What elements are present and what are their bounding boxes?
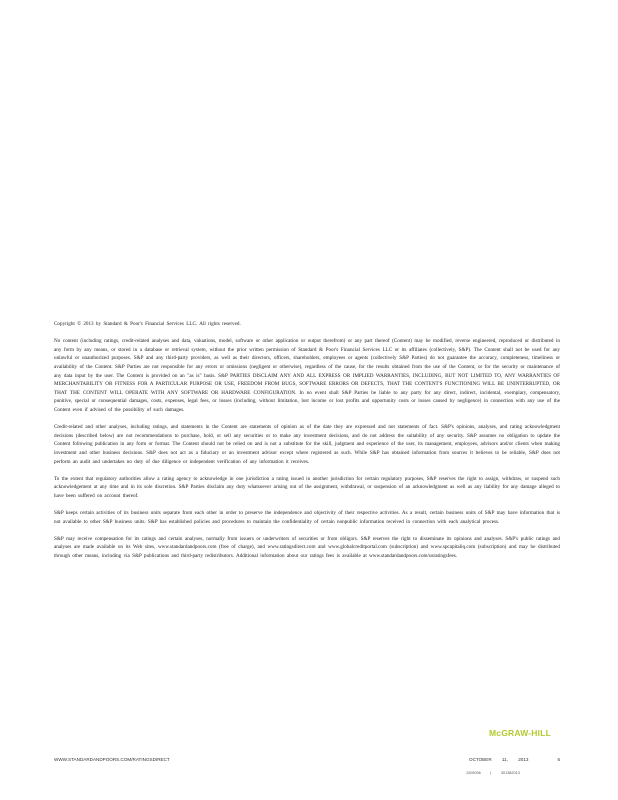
page-number: 5 xyxy=(557,757,560,762)
disclaimer-paragraph: No content (including ratings, credit-related analyses and data, valuations, model, software or other application or output therefrom) or any part thereof (Content) may be modified, reverse engineered, reproduced or distributed in any form by any means, or stored in a database or retrieval system, without the prior written permission of Standard & Poor's Financial Services LLC or its affiliates (collectively, S&P). The Content shall not be used for any unlawful or unauthorized purposes. S&P and any third-party providers, as well as their directors, officers, shareholders, employees or agents (collectively S&P Parties) do not guarantee the accuracy, completeness, timeliness or availability of the Content. S&P Parties are not responsible for any errors or omissions (negligent or otherwise), regardless of the cause, for the results obtained from the use of the Content, or for the security or maintenance of any data input by the user. The Content is provided on an "as is" basis. S&P PARTIES DISCLAIM ANY AND ALL EXPRESS OR IMPLIED WARRANTIES, INCLUDING, BUT NOT LIMITED TO, ANY WARRANTIES OF MERCHANTABILITY OR FITNESS FOR A PARTICULAR PURPOSE OR USE, FREEDOM FROM BUGS, SOFTWARE ERRORS OR DEFECTS, THAT THE CONTENT'S FUNCTIONING WILL BE UNINTERRUPTED, OR THAT THE CONTENT WILL OPERATE WITH ANY SOFTWARE OR HARDWARE CONFIGURATION. In no event shall S&P Parties be liable to any party for any direct, indirect, incidental, exemplary, compensatory, punitive, special or consequential damages, costs, expenses, legal fees, or losses (including, without limitation, lost income or lost profits and opportunity costs or losses caused by negligence) in connection with any use of the Content even if advised of the possibility of such damages. xyxy=(54,338,560,413)
footer-id: 301382013 xyxy=(500,771,520,775)
copyright-notice: Copyright © 2013 by Standard & Poor's Financial Services LLC. All rights reserved. xyxy=(54,321,241,327)
disclaimer-paragraph: To the extent that regulatory authorities allow a rating agency to acknowledge in one jurisdiction a rating issued in another jurisdiction for certain regulatory purposes, S&P reserves the right to assign, withdraw, or suspend such acknowledgement at any time and in its sole discretion. S&P Parties disclaim any duty whatsoever arising out of the assignment, withdrawal, or suspension of an acknowledgment as well as any liability for any damage alleged to have been suffered on account thereof. xyxy=(54,475,560,499)
disclaimer-paragraph: S&P keeps certain activities of its business units separate from each other in order to preserve the independence and objectivity of their respective activities. As a result, certain business units of S&P may have information that is not available to other S&P business units. S&P has established policies and procedures to maintain the confidentiality of certain nonpublic information received in connection with each analytical process. xyxy=(54,510,560,525)
mcgraw-hill-logo: McGRAW-HILL xyxy=(489,728,551,738)
footer-id: 1205036 xyxy=(466,771,481,775)
footer-document-ids: 1205036 | 301382013 xyxy=(466,771,520,775)
disclaimer-paragraph: Credit-related and other analyses, including ratings, and statements in the Content are statements of opinion as of the date they are expressed and not statements of fact. S&P's opinions, analyses, and rating acknowledgment decisions (described below) are not recommendations to purchase, hold, or sell any securities or to make any investment decisions, and do not address the suitability of any security. S&P assumes no obligation to update the Content following publication in any form or format. The Content should not be relied on and is not a substitute for the skill, judgment and experience of the user, its management, employees, advisors and/or clients when making investment and other business decisions. S&P does not act as a fiduciary or an investment advisor except where registered as such. While S&P has obtained information from sources it believes to be reliable, S&P does not perform an audit and undertakes no duty of due diligence or independent verification of any information it receives. xyxy=(54,424,560,465)
footer-url-link[interactable]: WWW.STANDARDANDPOORS.COM/RATINGSDIRECT xyxy=(54,757,170,762)
legal-disclaimer xyxy=(54,320,560,569)
footer-date: OCTOBER 11, 2013 xyxy=(469,757,529,762)
disclaimer-paragraph: S&P may receive compensation for its ratings and certain analyses, normally from issuers or underwriters of securities or from obligors. S&P reserves the right to disseminate its opinions and analyses. S&P's public ratings and analyses are made available on its Web sites, www.standardandpoors.com (free of charge), and www.ratingsdirect.com and www.globalcreditportal.com (subscription) and www.spcapitaliq.com (subscription) and may be distributed through other means, including via S&P publications and third-party redistributors. Additional information about our ratings fees is available at www.standardandpoors.com/usratingsfees. xyxy=(54,535,560,560)
